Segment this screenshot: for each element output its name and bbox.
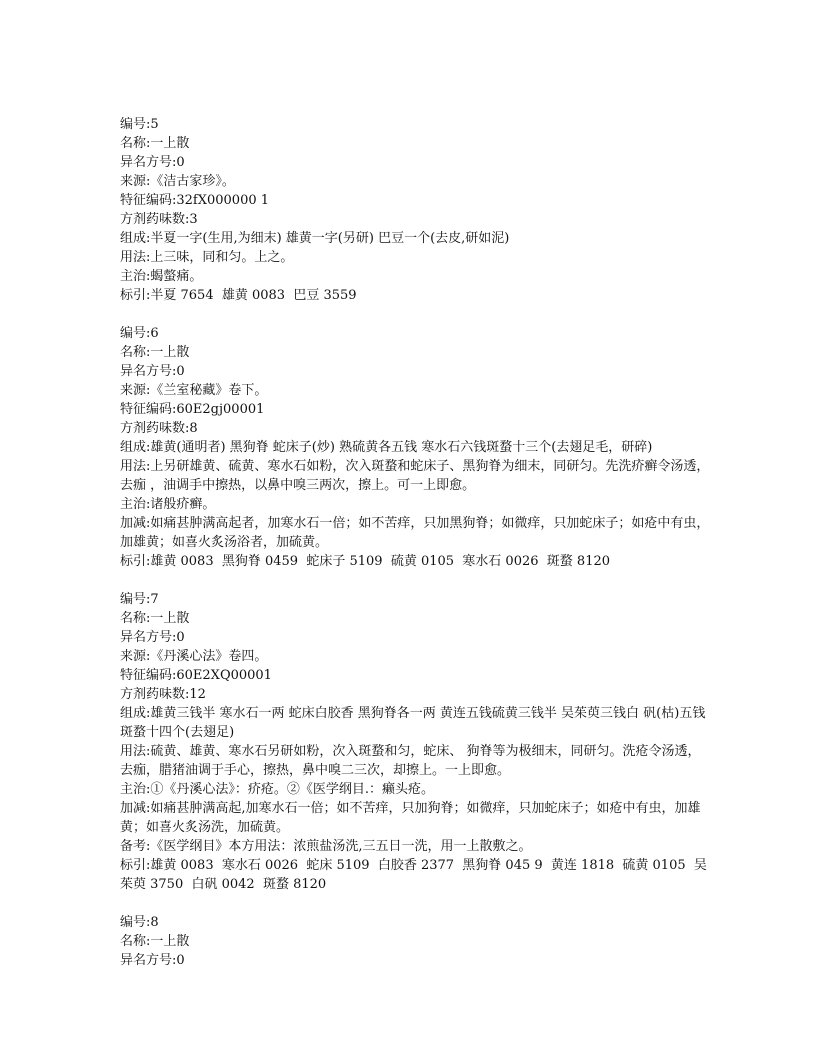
entry-alias-number: 异名方号:0 bbox=[120, 953, 185, 968]
formula-entry-6 bbox=[120, 324, 710, 571]
entry-indication: 主治:①《丹溪心法》：疥疮。②《医学纲目.：癞头疮。 bbox=[120, 782, 435, 797]
entry-name: 名称:一上散 bbox=[120, 345, 190, 360]
entry-ingredient-count: 方剂药味数:3 bbox=[120, 212, 198, 227]
entry-name: 名称:一上散 bbox=[120, 611, 190, 626]
entry-feature-code: 特征编码:32fX000000 1 bbox=[120, 193, 270, 208]
entry-number: 编号:7 bbox=[120, 592, 159, 607]
entry-indication: 主治:蝎螫痛。 bbox=[120, 269, 203, 284]
entry-name: 名称:一上散 bbox=[120, 136, 190, 151]
entry-indication: 主治:诸般疥癣。 bbox=[120, 497, 216, 512]
entry-usage: 用法:上另研雄黄、硫黄、寒水石如粉，次入斑蝥和蛇床子、黑狗脊为细末，同研匀。先洗疥癣令汤透，去痂 ，油调手中擦热，以鼻中嗅三两次，擦上。可一上即愈。 bbox=[120, 459, 710, 493]
entry-modification: 加减:如痛甚肿满高起,加寒水石一倍；如不苦痒，只加狗脊；如微痒，只加蛇床子；如疮中有虫，加雄黄；如喜火炙汤洗，加硫黄。 bbox=[120, 801, 701, 835]
entry-ingredient-count: 方剂药味数:8 bbox=[120, 421, 198, 436]
formula-entry-7 bbox=[120, 590, 710, 894]
entry-modification: 加减:如痛甚肿满高起者，加寒水石一倍；如不苦痒，只加黑狗脊；如微痒，只加蛇床子；如疮中有虫，加雄黄；如喜火炙汤浴者，加硫黄。 bbox=[120, 516, 710, 550]
entry-alias-number: 异名方号:0 bbox=[120, 364, 185, 379]
entry-composition: 组成:雄黄(通明者) 黑狗脊 蛇床子(炒) 熟硫黄各五钱 寒水石六钱斑蝥十三个(去翅足毛，研碎) bbox=[120, 440, 653, 455]
entry-usage: 用法:硫黄、雄黄、寒水石另研如粉，次入斑蝥和匀，蛇床、 狗脊等为极细末，同研匀。洗疮令汤透，去痂，腊猪油调于手心，擦热，鼻中嗅二三次，却擦上。一上即愈。 bbox=[120, 744, 701, 778]
entry-alias-number: 异名方号:0 bbox=[120, 155, 185, 170]
entry-name: 名称:一上散 bbox=[120, 934, 190, 949]
entry-source: 来源:《兰室秘藏》卷下。 bbox=[120, 383, 268, 398]
entry-feature-code: 特征编码:60E2XQ00001 bbox=[120, 668, 272, 683]
formula-entry-8 bbox=[120, 913, 710, 970]
entry-number: 编号:5 bbox=[120, 117, 159, 132]
formula-entry-5 bbox=[120, 115, 710, 305]
entry-ingredient-count: 方剂药味数:12 bbox=[120, 687, 206, 702]
entry-number: 编号:8 bbox=[120, 915, 159, 930]
entry-source: 来源:《洁古家珍》。 bbox=[120, 174, 235, 189]
entry-index: 标引:半夏 7654 雄黄 0083 巴豆 3559 bbox=[120, 288, 357, 303]
entry-alias-number: 异名方号:0 bbox=[120, 630, 185, 645]
entry-index: 标引:雄黄 0083 黑狗脊 0459 蛇床子 5109 硫黄 0105 寒水石 0026 斑蝥 8120 bbox=[120, 554, 611, 569]
entry-remarks: 备考:《医学纲目》本方用法：浓煎盐汤洗,三五日一洗，用一上散敷之。 bbox=[120, 839, 532, 854]
entry-number: 编号:6 bbox=[120, 326, 159, 341]
document-page bbox=[120, 115, 710, 989]
entry-composition: 组成:雄黄三钱半 寒水石一两 蛇床白胶香 黑狗脊各一两 黄连五钱硫黄三钱半 吴茱萸三钱白 矾(枯)五钱 斑蝥十四个(去翅足) bbox=[120, 706, 710, 740]
entry-usage: 用法:上三味，同和匀。上之。 bbox=[120, 250, 294, 265]
entry-index: 标引:雄黄 0083 寒水石 0026 蛇床 5109 白胶香 2377 黑狗脊 045 9 黄连 1818 硫黄 0105 吴茱萸 3750 白矾 0042 斑蝥 8120 bbox=[120, 858, 707, 892]
entry-feature-code: 特征编码:60E2gj00001 bbox=[120, 402, 265, 417]
entry-composition: 组成:半夏一字(生用,为细末) 雄黄一字(另研) 巴豆一个(去皮,研如泥) bbox=[120, 231, 510, 246]
entry-source: 来源:《丹溪心法》卷四。 bbox=[120, 649, 268, 664]
